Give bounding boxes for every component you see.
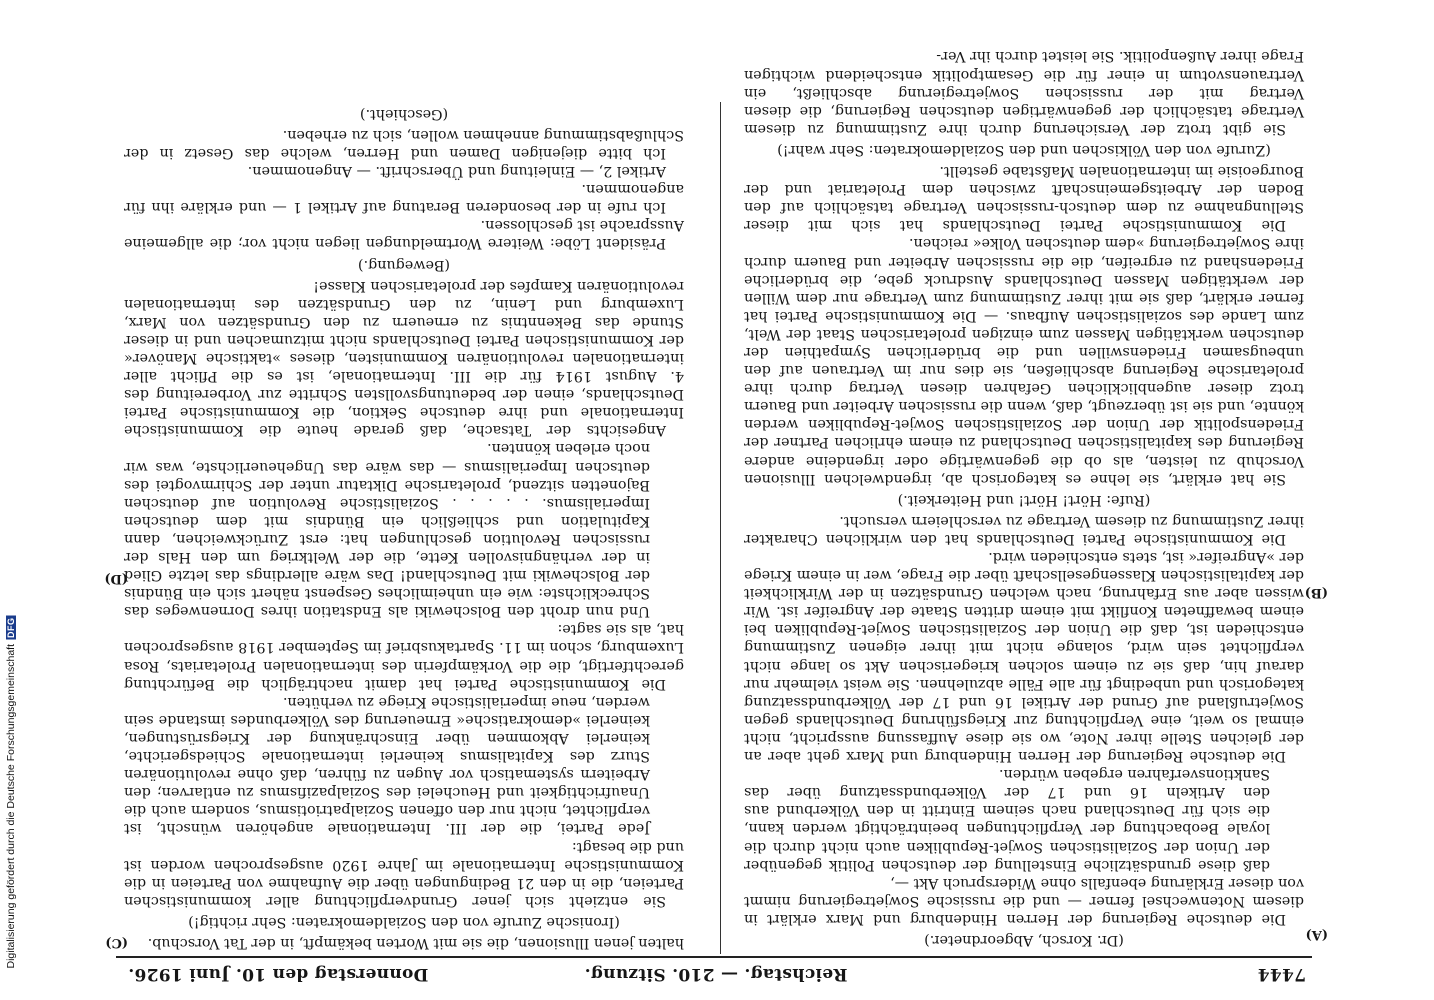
dfg-logo: DFG [6,617,16,638]
paragraph: Die Kommunistische Partei Deutschlands hat den wirklichen Charakter ihrer Zustimmung zu diesem Vertrage zu verschleiern versucht. [744,512,1304,547]
paragraph: Angesichts der Tatsache, daß gerade heute die Kommunistische Internationale und ihre deutsche Sektion, die Kommunistische Partei Deutschlands, einen der bedeutungsvollsten Schritte zur Vorbereitung des 4. August 1914 für die III. Internationale, ist es die Pflicht aller internationalen revolutionären Kommunisten, dieses »taktische Manöver« der Kommunistischen Partei Deutschlands nicht mitzumachen und in dieser Stunde das Bekenntnis zu erneuern zu den Grundsätzen von Marx, Luxemburg und Lenin, zu den Grundsätzen des internationalen revolutionären Kampfes der proletarischen Klasse! [124,277,684,439]
paragraph: Die Kommunistische Partei Deutschlands hat sich mit dieser Stellungnahme zu dem deutsch-russischen Vertrage tatsächlich auf den Boden der Arbeitsgemeinschaft zwischen dem Proletariat und der Bourgeoisie im internationalen Maßstabe gestellt. [744,163,1304,234]
interjection: (Zurufe von den Völkischen und den Sozialdemokraten: Sehr wahr!) [777,141,1271,158]
paragraph: Ich rufe in der besonderen Beratung auf Artikel 1 — und erkläre ihn für angenommen. [124,181,684,216]
quoted-paragraph: daß diese grundsätzliche Einstellung der deutschen Politik gegenüber der Union der Sozialistischen Sowjet-Republiken auch nicht durch die loyale Beobachtung der Verpflichtungen beeinträchtigt werden kann, die sich für Deutschland nach seinem Eintritt in den Völkerbund aus den Artikeln 16 und 17 der Völkerbundssatzung über das Sanktionsverfahren ergeben würden. [744,766,1270,873]
citation: Und nun droht den Bolschewiki als Endstation ihres Dornenweges das Schrecklichste: wie ein unheimliches Gespenst nähert sich ein Bündnis der Bolschewiki mit Deutschland! Das wäre allerdings das letzte Glied in der verhängnisvollen Kette, die der Weltkrieg um den Hals der russischen Revolution geschlungen hat: erst Zurückweichen, dann Kapitulation und schließlich ein Bündnis mit dem deutschen Imperialismus. . . . . . Sozialistische Revolution auf deutschen Bajonetten sitzend, proletarische Diktatur unter der Schirmvogtei des deutschen Imperialismus — das wäre das Ungeheuerlichste, was wir noch erleben könnten. [124,440,650,620]
margin-marker-a: (A) [1305,927,1328,942]
paragraph: Sie entzieht sich jener Grundverpflichtung aller kommunistischen Parteien, die in den 21 Bedingungen über die Aufnahme von Parteien in die Kommunistische Internationale im Jahre 1920 ausgesprochen worden ist und die besagt: [124,838,684,909]
right-column [124,102,684,952]
paragraph: Ich bitte diejenigen Damen und Herren, welche das Gesetz in der Schlußabstimmung annehmen wollen, sich zu erheben. [124,126,684,161]
paragraph: Die deutsche Regierung der Herren Hindenburg und Marx geht aber an der gleichen Stelle ihrer Note, wo sie diese Auffassung ausspricht, nicht einmal so weit, eine Verpflichtung zur Kriegsführung Deutschlands gegen Sowjetrußland auf Grund der Artikel 16 und 17 der Völkerbundssatzung kategorisch und unbedingt für alle Fälle abzulehnen. Sie weist vielmehr nur darauf hin, daß sie zu einem solchen kriegerischen Akt so lange nicht verpflichtet sein wird, solange nicht mit ihrer eigenen Zustimmung entschieden ist, daß die Union der Sozialistischen Sowjet-Republiken bei einem bewaffneten Konflikt mit einem dritten Staate der Angreifer ist. Wir wissen aber aus Erfahrung, nach welchen Grundsätzen in der Wirklichkeit der kapitalistischen Klassengesellschaft über die Frage, wer in einem Kriege der »Angreifer« ist, stets entschieden wird. [744,549,1304,765]
speaker-label: (Dr. Korsch, Abgeordneter.) [924,932,1124,948]
page-number: 7444 [1257,964,1306,984]
funding-text: Digitalisierung gefördert durch die Deutsche Forschungsgemeinschaft [5,643,17,969]
funding-note [4,590,18,994]
paragraph: halten jenen Illusionen, die sie mit Worten bekämpft, in der Tat Vorschub. [147,935,684,951]
interjection: (Ironische Zurufe von den Sozialdemokraten: Sehr richtig!) [188,913,620,930]
scanned-page [104,48,1328,986]
interjection: (Bewegung.) [357,256,451,273]
margin-marker-c: (C) [105,935,128,950]
column-divider [720,102,721,954]
session-title: Reichstag. — 210. Sitzung. [584,964,848,984]
interjection: (Rufe: Hört! Hört! und Heiterkeit.) [897,491,1151,508]
margin-marker-d: (D) [104,571,128,586]
interjection: (Geschieht.) [359,105,449,122]
paragraph: Artikel 2, — Einleitung und Überschrift. — Angenommen. [247,163,666,180]
header-rule [116,956,1312,958]
margin-marker-b: (B) [1304,585,1328,600]
paragraph: Sie hat erklärt, sie lehne es kategorisch ab, irgendwelchen Illusionen Vorschub zu leisten, als ob die gegenwärtige oder irgendeine andere Regierung des kapitalistischen Deutschland zu einem ehrlichen Partner der Friedenspolitik der Union der Sozialistischen Sowjet-Republiken werden könnte, und sie ist überzeugt, daß, wenn die russischen Arbeiter und Bauern trotz dieser augenblicklichen Gefahren diesen Vertrag durch ihre proletarische Regierung abschließen, sie dies nur im Vertrauen auf den unbeugsamen Friedenswillen und die brüderlichen Sympathien der deutschen werktätigen Massen zum einzigen proletarischen Staat der Welt, zum Lande des sozialistischen Aufbaus. — Die Kommunistische Partei hat ferner erklärt, daß sie mit ihrer Zustimmung zum Vertrage nur dem Willen der werktätigen Massen Deutschlands Ausdruck gebe, die brüderliche Friedenshand zu ergreifen, die die russischen Arbeiter und Bauern durch ihre Sowjetregierung »dem deutschen Volke« reichen. [744,235,1304,487]
paragraph: Präsident Löbe: Weitere Wortmeldungen liegen nicht vor; die allgemeine Aussprache ist geschlossen. [124,217,684,252]
left-column [744,47,1304,952]
paragraph: Sie gibt trotz der Versicherung durch ihre Zustimmung zu diesem Vertrage tatsächlich der gegenwärtigen deutschen Regierung, die diesen Vertrag mit der russischen Sowjetregierung abschließt, ein Vertrauensvotum in einer für die Gesamtpolitik entscheidend wichtigen Frage ihrer Außenpolitik. Sie leistet durch ihr Ver- [744,48,1304,137]
paragraph: Die Kommunistische Partei hat damit nachträglich die Befürchtung gerechtfertigt, die die Vorkämpferin des internationalen Proletariats, Rosa Luxemburg, schon im 11. Spartakusbrief im September 1918 ausgesprochen hat, als sie sagte: [124,621,684,692]
session-date: Donnerstag den 10. Juni 1926. [128,964,429,984]
citation: Jede Partei, die der III. Internationale angehören wünscht, ist verpflichtet, nicht nur den offenen Sozialpatriotismus, sondern auch die Unaufrichtigkeit und Heuchelei des Sozialpazifismus zu entlarven; den Arbeitern systematisch vor Augen zu führen, daß ohne revolutionären Sturz des Kapitalismus keinerlei internationale Schiedsgerichte, keinerlei Abkommen über Einschränkung der Kriegsrüstungen, keinerlei »demokratische« Erneuerung des Völkerbundes imstande sein werden, neue imperialistische Kriege zu verhüten. [124,693,650,837]
page-header [108,960,1324,986]
paragraph: Die deutsche Regierung der Herren Hindenburg und Marx erklärt in diesem Notenwechsel ferner — und die russische Sowjetregierung nimmt von dieser Erklärung ebenfalls ohne Widerspruch Akt —, [744,874,1304,927]
